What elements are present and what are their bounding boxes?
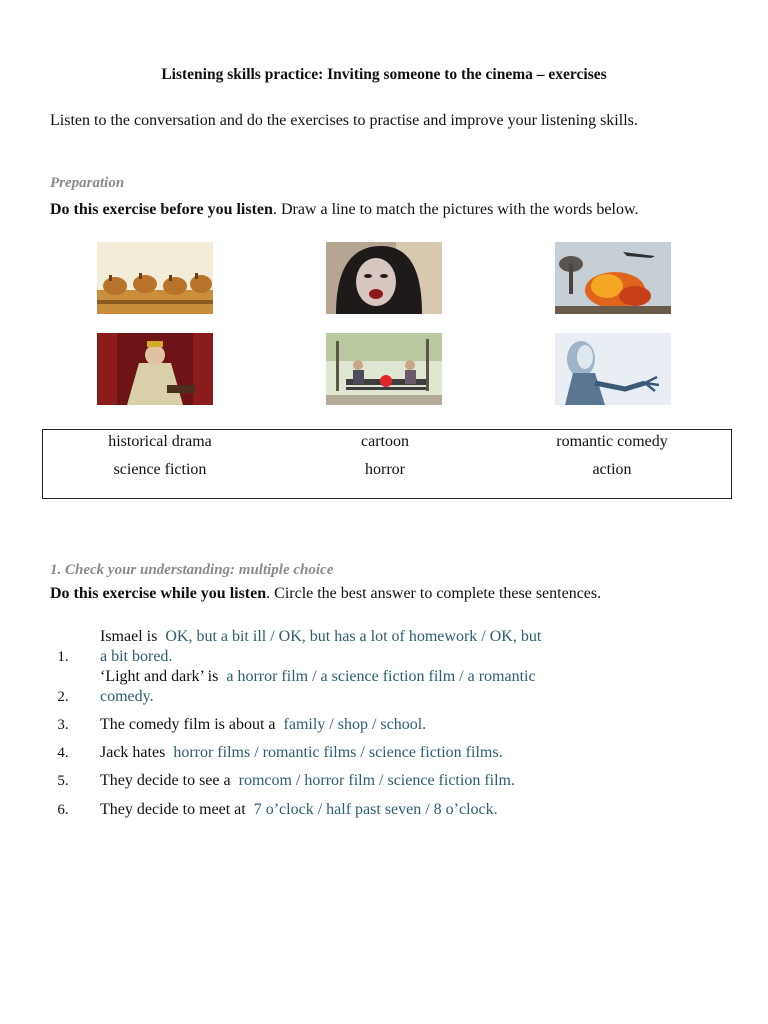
question-options: 7 o’clock / half past seven / 8 o’clock. <box>253 801 498 818</box>
question-stem: Ismael is <box>100 628 158 645</box>
question-1-line1 <box>100 628 541 646</box>
question-number: 2. <box>57 689 69 705</box>
question-5 <box>100 772 515 790</box>
section1-instruction <box>50 585 601 603</box>
horses-picture <box>97 242 213 314</box>
question-6 <box>100 801 498 819</box>
question-number: 5. <box>57 773 69 789</box>
word-action: action <box>592 461 632 478</box>
question-stem: ‘Light and dark’ is <box>100 668 219 685</box>
robot-picture <box>555 333 671 405</box>
page-title: Listening skills practice: Inviting someone to the cinema – exercises <box>161 66 607 83</box>
vampire-picture <box>326 242 442 314</box>
question-number: 1. <box>57 649 69 665</box>
question-number: 6. <box>57 802 69 818</box>
question-2-line2 <box>100 688 154 706</box>
king-picture <box>97 333 213 405</box>
question-options: a horror film / a science fiction film / a romantic <box>226 668 536 685</box>
preparation-instruction-bold: Do this exercise before you listen <box>50 201 273 218</box>
preparation-heading: Preparation <box>50 175 125 191</box>
park-bench-couple-picture <box>326 333 442 405</box>
question-number: 3. <box>57 717 69 733</box>
question-stem: Jack hates <box>100 744 166 761</box>
section1-instruction-rest: . Circle the best answer to complete these sentences. <box>266 585 602 602</box>
question-stem: The comedy film is about a <box>100 716 276 733</box>
word-historical-drama: historical drama <box>108 433 212 450</box>
preparation-instruction-rest: . Draw a line to match the pictures with the words below. <box>272 201 639 218</box>
word-box <box>42 429 732 499</box>
question-options: OK, but a bit ill / OK, but has a lot of homework / OK, but <box>165 628 542 645</box>
question-3 <box>100 716 426 734</box>
word-horror: horror <box>365 461 405 478</box>
word-science-fiction: science fiction <box>113 461 207 478</box>
explosion-picture <box>555 242 671 314</box>
question-stem: They decide to meet at <box>100 801 246 818</box>
question-options: horror films / romantic films / science fiction films. <box>173 744 503 761</box>
word-cartoon: cartoon <box>361 433 409 450</box>
section1-heading: 1. Check your understanding: multiple choice <box>50 562 334 578</box>
word-romantic-comedy: romantic comedy <box>556 433 668 450</box>
intro-text: Listen to the conversation and do the exercises to practise and improve your listening skills. <box>50 112 638 129</box>
section1-instruction-bold: Do this exercise while you listen <box>50 585 267 602</box>
question-1-line2 <box>100 648 172 666</box>
question-options-cont: a bit bored. <box>100 648 173 665</box>
question-2-line1 <box>100 668 536 686</box>
question-number: 4. <box>57 745 69 761</box>
question-options: family / shop / school. <box>283 716 427 733</box>
question-options-cont: comedy. <box>100 688 154 705</box>
preparation-instruction <box>50 201 638 219</box>
question-stem: They decide to see a <box>100 772 231 789</box>
question-4 <box>100 744 503 762</box>
question-options: romcom / horror film / science fiction film. <box>238 772 515 789</box>
